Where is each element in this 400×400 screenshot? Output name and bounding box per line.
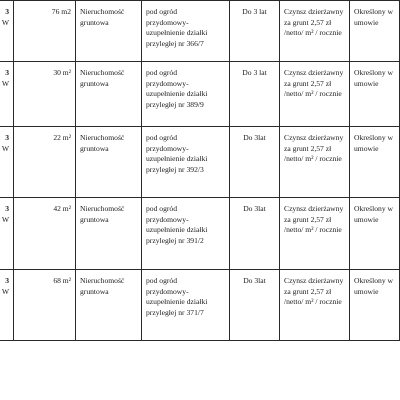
area-cell: 22 m² <box>14 127 76 198</box>
plot-id-cell <box>0 127 14 198</box>
property-type-cell: Nieruchomość gruntowa <box>76 270 142 341</box>
plot-id-suffix: W <box>1 17 9 27</box>
lease-term-cell: Do 3lat <box>230 270 280 341</box>
area-cell: 76 m2 <box>14 1 76 62</box>
payment-terms-cell: Określony w umowie <box>350 62 400 127</box>
lease-term-cell: Do 3 lat <box>230 1 280 62</box>
plot-id-number: 3 <box>5 133 9 142</box>
rent-cell: Czynsz dzierżawny za grunt 2,57 zł /netto/ m² / rocznie <box>280 62 350 127</box>
table-row <box>0 270 400 341</box>
plot-id-suffix: W <box>1 286 9 296</box>
area-cell: 68 m² <box>14 270 76 341</box>
payment-terms-cell: Określony w umowie <box>350 127 400 198</box>
plot-id-number: 3 <box>5 204 9 213</box>
purpose-cell: pod ogród przydomowy- uzupełnienie działki przyległej nr 392/3 <box>142 127 230 198</box>
payment-terms-cell: Określony w umowie <box>350 198 400 270</box>
rent-cell: Czynsz dzierżawny za grunt 2,57 zł /netto/ m² / rocznie <box>280 1 350 62</box>
purpose-cell: pod ogród przydomowy- uzupełnienie działki przyległej nr 366/7 <box>142 1 230 62</box>
property-type-cell: Nieruchomość gruntowa <box>76 1 142 62</box>
area-cell: 30 m² <box>14 62 76 127</box>
lease-term-cell: Do 3lat <box>230 198 280 270</box>
area-cell: 42 m² <box>14 198 76 270</box>
rent-cell: Czynsz dzierżawny za grunt 2,57 zł /netto/ m² / rocznie <box>280 270 350 341</box>
table-row <box>0 127 400 198</box>
table-row <box>0 1 400 62</box>
plot-id-cell <box>0 1 14 62</box>
property-type-cell: Nieruchomość gruntowa <box>76 127 142 198</box>
plot-id-cell <box>0 62 14 127</box>
payment-terms-cell: Określony w umowie <box>350 1 400 62</box>
property-type-cell: Nieruchomość gruntowa <box>76 198 142 270</box>
purpose-cell: pod ogród przydomowy- uzupełnienie działki przyległej nr 389/9 <box>142 62 230 127</box>
plot-id-cell <box>0 270 14 341</box>
purpose-cell: pod ogród przydomowy- uzupełnienie działki przyległej nr 371/7 <box>142 270 230 341</box>
plot-id-number: 3 <box>5 7 9 16</box>
plot-id-cell <box>0 198 14 270</box>
plot-id-number: 3 <box>5 68 9 77</box>
plot-id-suffix: W <box>1 214 9 224</box>
plot-id-suffix: W <box>1 78 9 88</box>
plot-id-number: 3 <box>5 276 9 285</box>
table-row <box>0 198 400 270</box>
rent-cell: Czynsz dzierżawny za grunt 2,57 zł /netto/ m² / rocznie <box>280 127 350 198</box>
plot-id-suffix: W <box>1 143 9 153</box>
table-row <box>0 62 400 127</box>
payment-terms-cell: Określony w umowie <box>350 270 400 341</box>
property-type-cell: Nieruchomość gruntowa <box>76 62 142 127</box>
purpose-cell: pod ogród przydomowy- uzupełnienie działki przyległej nr 391/2 <box>142 198 230 270</box>
rent-cell: Czynsz dzierżawny za grunt 2,57 zł /netto/ m² / rocznie <box>280 198 350 270</box>
lease-term-cell: Do 3 lat <box>230 62 280 127</box>
lease-term-cell: Do 3lat <box>230 127 280 198</box>
